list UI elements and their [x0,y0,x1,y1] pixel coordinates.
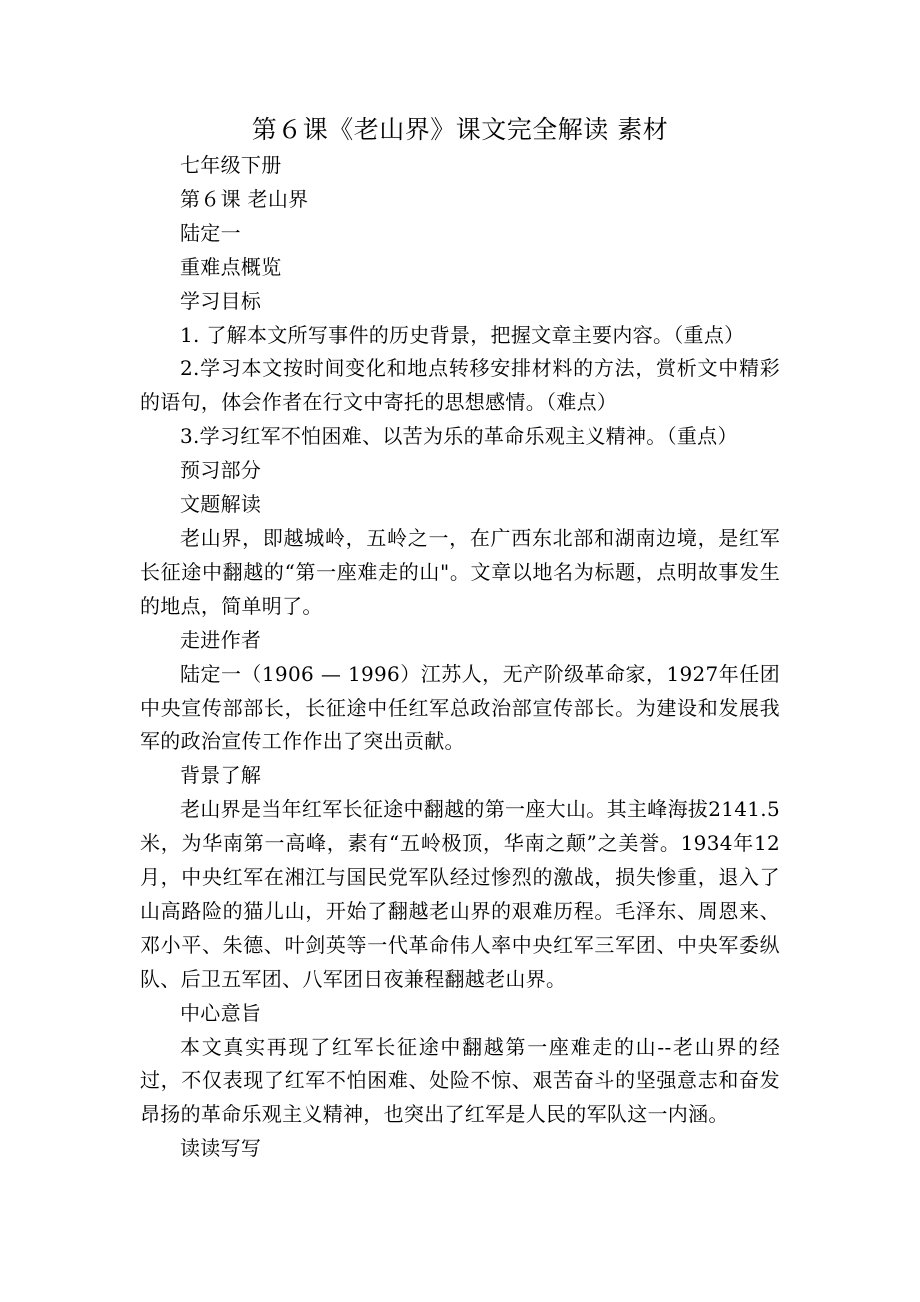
section-heading-preview: 预习部分 [180,458,262,483]
section-heading-background: 背景了解 [180,763,262,788]
section-heading-author: 走进作者 [180,627,262,652]
section-heading-goals: 学习目标 [180,288,262,313]
paragraph-background: 老山界是当年红军长征途中翻越的第一座大山。其主峰海拔2141.5米，为华南第一高峰，素有“五岭极顶，华南之颠”之美誉。1934年12月，中央红军在湘江与国民党军队经过惨烈的激战，损失惨重，退入了山高路险的猫儿山，开始了翻越老山界的艰难历程。毛泽东、周恩来、邓小平、朱德、叶剑英等一代革命伟人率中央红军三军团、中央军委纵队、后卫五军团、八军团日夜兼程翻越老山界。 [140,797,780,991]
section-heading-read-write: 读读写写 [180,1136,262,1161]
author-name: 陆定一 [180,220,241,245]
section-heading-theme: 中心意旨 [180,1000,262,1025]
document-body [140,149,780,1166]
paragraph-theme: 本文真实再现了红军长征途中翻越第一座难走的山--老山界的经过，不仅表现了红军不怕困难、处险不惊、艰苦奋斗的坚强意志和奋发昂扬的革命乐观主义精神，也突出了红军是人民的军队这一内涵。 [140,1034,780,1127]
goal-item-1: 1. 了解本文所写事件的历史背景，把握文章主要内容。（重点） [180,322,745,347]
grade-label: 七年级下册 [180,153,282,177]
section-heading-title-reading: 文题解读 [180,492,262,517]
section-heading-overview: 重难点概览 [180,254,282,279]
goal-item-2: 2.学习本文按时间变化和地点转移安排材料的方法，赏析文中精彩的语句，体会作者在行文中寄托的思想感情。（难点） [140,356,780,415]
paragraph-title-reading: 老山界，即越城岭，五岭之一，在广西东北部和湖南边境，是红军长征途中翻越的“第一座难走的山"。文章以地名为标题，点明故事发生的地点，简单明了。 [140,525,780,618]
goal-item-3: 3.学习红军不怕困难、以苦为乐的革命乐观主义精神。（重点） [180,424,738,449]
document-title: 第６课《老山界》课文完全解读 素材 [251,115,669,144]
paragraph-author: 陆定一（1906 — 1996）江苏人，无产阶级革命家，1927年任团中央宣传部部长，长征途中任红军总政治部宣传部长。为建设和发展我军的政治宣传工作作出了突出贡献。 [140,661,780,754]
lesson-heading: 第６课 老山界 [180,186,309,211]
